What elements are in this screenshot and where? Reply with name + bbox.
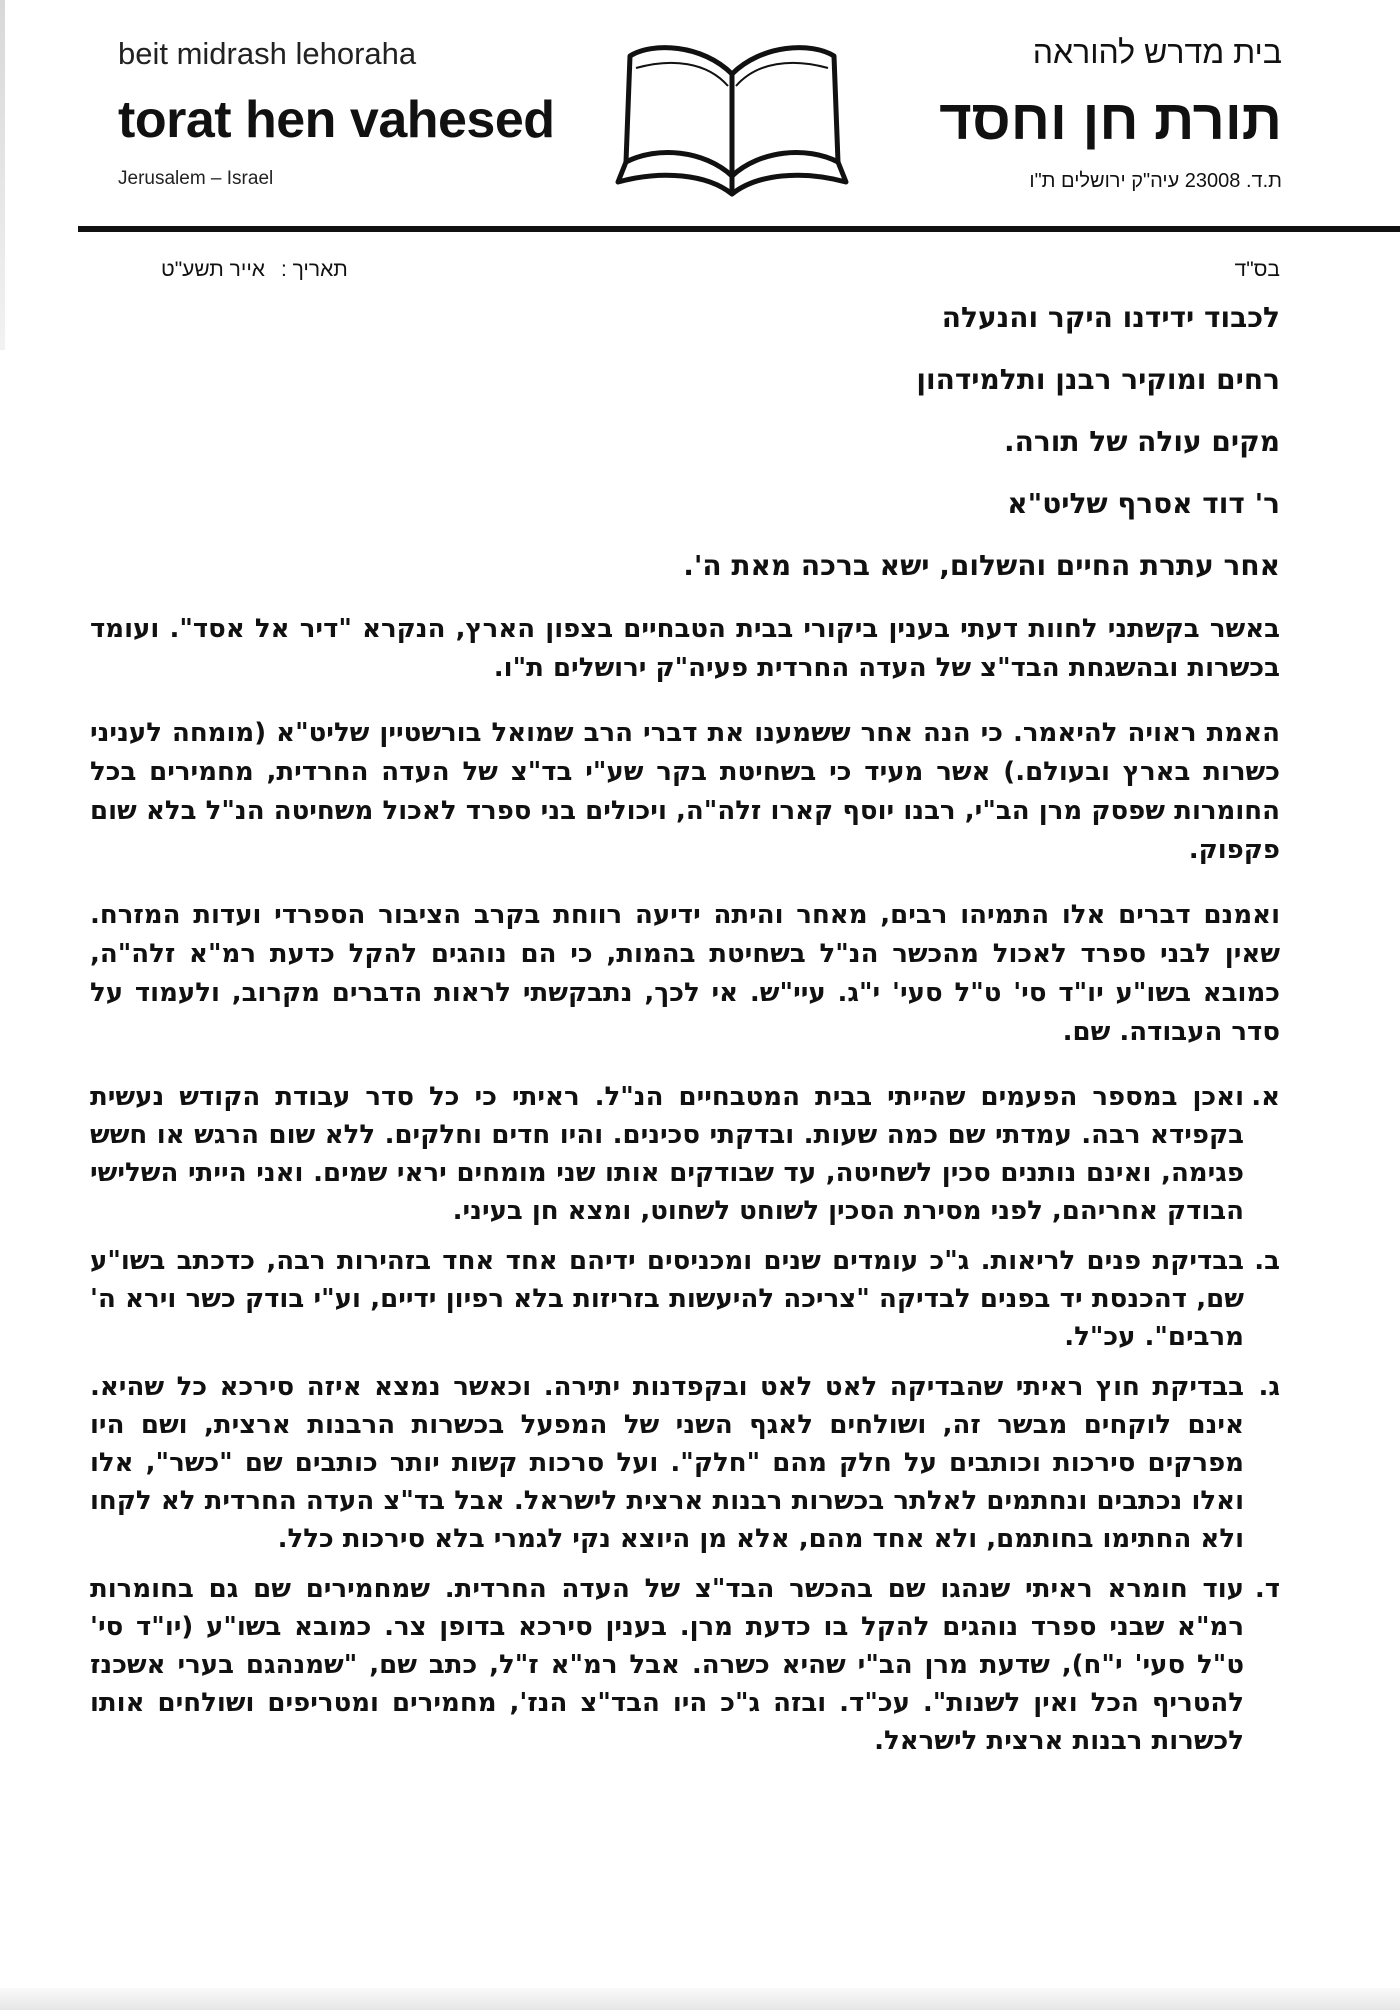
- date-value: אייר תשע"ט: [161, 258, 265, 281]
- paragraph: האמת ראויה להיאמר. כי הנה אחר ששמענו את דברי הרב שמואל בורשטיין שליט"א (מומחה לעניני כשרות בארץ ובעולם.) אשר מעיד כי בשחיטת בקר שע"י בד"צ של העדה החרדית, מחמירים בכל החומרות שפסק מרן הב"י, רבנו יוסף קארו זלה"ה, ויכולים בני ספרד לאכול משחיטה הנ"ל בלא שום פקפוק.: [90, 718, 1280, 865]
- greeting-line: אחר עתרת החיים והשלום, ישא ברכה מאת ה'.: [683, 549, 1280, 582]
- list-item: [90, 1570, 1280, 1760]
- list-item: [90, 1078, 1280, 1230]
- list-item-text: בבדיקת פנים לריאות. ג"כ עומדים שנים ומכניסים ידיהם אחד אחד בזהירות רבה, כדכתב בשו"ע שם, דהכנסת יד בפנים לבדיקה "צריכה להיעשות בזריזות בלא רפיון ידיים, וע"י בודק כשר וירא ה' מרבים". עכ"ל.: [90, 1246, 1244, 1352]
- salutation-line: רחים ומוקיר רבנן ותלמידהון: [916, 363, 1280, 396]
- paragraph: באשר בקשתני לחוות דעתי בענין ביקורי בבית הטבחיים בצפון הארץ, הנקרא "דיר אל אסד". ועומד בכשרות ובהשגחת הבד"צ של העדה החרדית פעיה"ק ירושלים ת"ו.: [90, 614, 1280, 683]
- date-label: תאריך :: [280, 258, 348, 281]
- list-item-text: בבדיקת חוץ ראיתי שהבדיקה לאט לאט ובקפדנות יתירה. וכאשר נמצא איזה סירכא כל שהיא. אינם לוקחים מבשר זה, ושולחים לאגף השני של המפעל בכשרות הרבנות ארצית, ושם היו מפרקים סירכות וכותבים על חלק מהם "חלק". ועל סרכות קשות יותר כותבים שם "כשר", אלו ואלו נכתבים ונחתמים לאלתר בכשרות רבנות ארצית לישראל. אבל בד"צ העדה החרדית לא לקחו ולא החתימו בחותמם, ולא אחד מהם, אלא מן היוצא נקי לגמרי בלא סירכות כלל.: [90, 1372, 1244, 1554]
- letterhead-hebrew: [939, 34, 1282, 193]
- hebrew-address: ת.ד. 23008 עיה"ק ירושלים ת"ו: [1029, 170, 1282, 192]
- bsd-mark: בס"ד: [1234, 258, 1280, 281]
- letter-body: [90, 300, 1280, 1772]
- hebrew-subtitle: בית מדרש להוראה: [1032, 34, 1282, 70]
- list-item: [90, 1368, 1280, 1558]
- paragraph: ואמנם דברים אלו התמיהו רבים, מאחר והיתה ידיעה רווחת בקרב הציבור הספרדי ועדות המזרח. שאין לבני ספרד לאכול מהכשר הנ"ל בשחיטת בהמות, כי הם נוהגים להקל כדעת רמ"א זלה"ה, כמובא בשו"ע יו"ד סי' ט"ל סעי' י"ג. עיי"ש. אי לכך, נתבקשתי לראות הדברים מקרוב, ולעמוד על סדר העבודה. שם.: [90, 900, 1280, 1047]
- salutation-line: לכבוד ידידנו היקר והנעלה: [941, 301, 1280, 334]
- english-subtitle: beit midrash lehoraha: [118, 36, 417, 71]
- letterhead: [0, 0, 1400, 250]
- date-line: [145, 258, 348, 282]
- open-book-icon: [612, 34, 852, 204]
- scan-bottom-edge: [0, 1988, 1400, 2010]
- list-item: [90, 1242, 1280, 1356]
- header-divider: [78, 226, 1400, 232]
- list-item-text: ואכן במספר הפעמים שהייתי בבית המטבחיים הנ"ל. ראיתי כי כל סדר עבודת הקודש נעשית בקפידא רבה. עמדתי שם כמה שעות. ובדקתי סכינים. והיו חדים וחלקים. ללא שום הרגש או חשש פגימה, ואינם נותנים סכין לשחיטה, עד שבודקים אותו שני מומחים יראי שמים. ואני הייתי השלישי הבודק אחריהם, לפני מסירת הסכין לשוחט לשחוט, ומצא חן בעיני.: [90, 1082, 1244, 1226]
- english-title: torat hen vahesed: [118, 91, 555, 149]
- english-city: Jerusalem – Israel: [118, 168, 274, 189]
- list-marker: א.: [1251, 1082, 1280, 1112]
- hebrew-title: תורת חן וחסד: [939, 88, 1282, 151]
- letterhead-english: [118, 36, 555, 190]
- list-item-text: עוד חומרא ראיתי שנהגו שם בהכשר הבד"צ של העדה החרדית. שמחמירים שם גם בחומרות רמ"א שבני ספרד נוהגים להקל בו כדעת מרן. בענין סירכא בדופן צר. כמובא בשו"ע (יו"ד סי' ט"ל סעי' י"ח), שדעת מרן הב"י שהיא כשרה. אבל רמ"א ז"ל, כתב שם, "שמנהגם בערי אשכנז להטריף הכל ואין לשנות". עכ"ד. ובזה ג"כ היו הבד"צ הנז', מחמירים ומטריפים ושולחים אותו לכשרות רבנות ארצית לישראל.: [90, 1574, 1244, 1756]
- list-marker: ד.: [1254, 1574, 1280, 1604]
- list-marker: ג.: [1258, 1372, 1280, 1402]
- recipient-name: ר' דוד אסרף שליט"א: [1007, 487, 1280, 520]
- salutation-line: מקים עולה של תורה.: [1004, 425, 1280, 458]
- list-marker: ב.: [1254, 1246, 1280, 1276]
